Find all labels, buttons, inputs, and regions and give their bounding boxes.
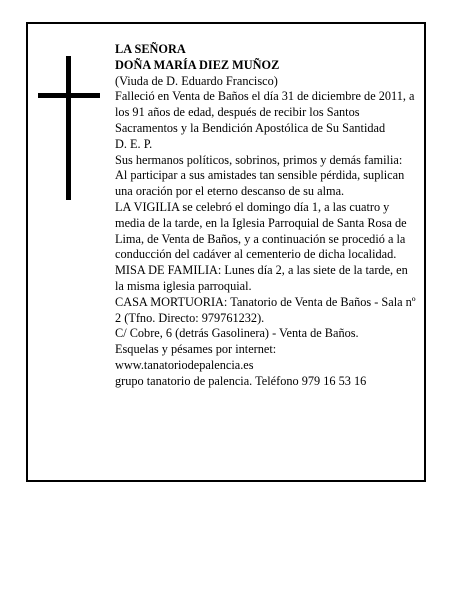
vigil-label: LA VIGILIA	[115, 199, 180, 214]
family-mass: MISA DE FAMILIA: Lunes día 2, a las siete de la tarde, en la misma iglesia parroquial.	[115, 263, 408, 293]
deceased-name: DOÑA MARÍA DIEZ MUÑOZ	[115, 57, 280, 72]
prayer-request: Al participar a sus amistades tan sensible pérdida, suplican una oración por el eterno descanso de su alma.	[115, 168, 405, 199]
family-line: Sus hermanos políticos, sobrinos, primos y demás familia:	[115, 152, 403, 167]
mortuary-address: C/ Cobre, 6 (detrás Gasolinera) - Venta de Baños.	[115, 326, 359, 341]
obituary-notice	[26, 22, 426, 482]
latin-cross-icon	[38, 56, 100, 200]
death-announcement: Falleció en Venta de Baños el día 31 de diciembre de 2011, a los 91 años de edad, después de recibir los Santos Sacramentos y la Bendición Apostólica de Su Santidad	[115, 89, 415, 135]
rest-in-peace: D. E. P.	[115, 136, 153, 151]
vigil-details: se celebró el domingo día 1, a las cuatro y media de la tarde, en la Iglesia Parroquial de Santa Rosa de Lima, de Venta de Baños, y a continuación se procedió a la conducción del cadáver al cementerio de dicha localidad.	[115, 199, 407, 262]
mortuary-info: CASA MORTUORIA: Tanatorio de Venta de Baños - Sala nº 2 (Tfno. Directo: 979761232).	[115, 294, 416, 325]
internet-condolences: Esquelas y pésames por internet:	[115, 342, 277, 357]
funeral-home-contact: grupo tanatorio de palencia. Teléfono 979 16 53 16	[115, 373, 367, 388]
website-link[interactable]: www.tanatoriodepalencia.es	[115, 357, 254, 372]
widow-line: (Viuda de D. Eduardo Francisco)	[115, 73, 278, 88]
notice-text	[115, 42, 419, 390]
cross-vertical-bar	[66, 56, 71, 200]
notice-heading-title: LA SEÑORA	[115, 42, 186, 56]
vigil-paragraph	[115, 200, 419, 263]
cross-horizontal-bar	[38, 93, 100, 98]
